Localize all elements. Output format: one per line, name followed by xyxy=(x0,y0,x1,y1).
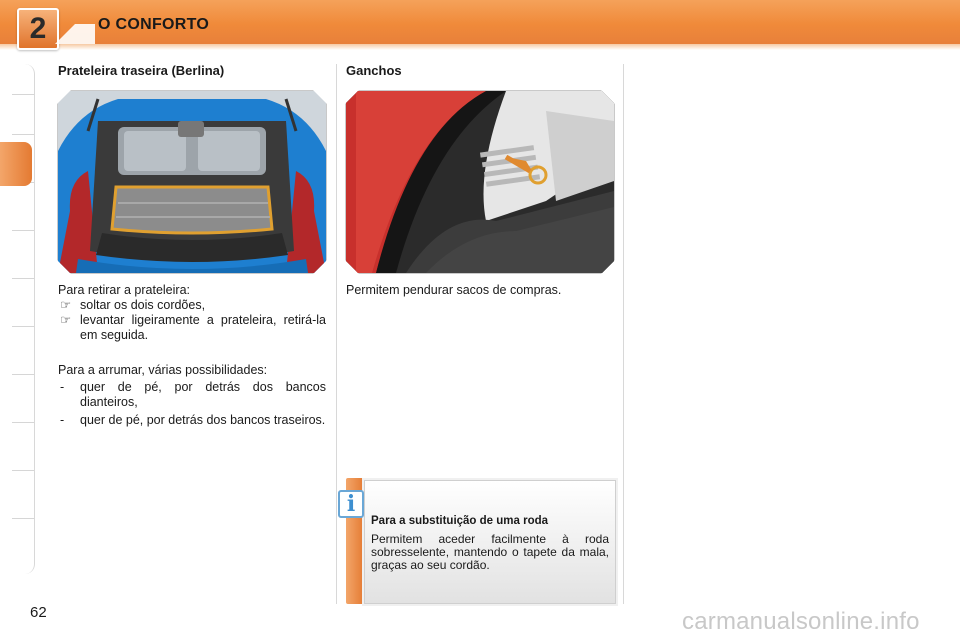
store-intro: Para a arrumar, várias possibilidades: xyxy=(58,363,268,377)
dash-bullet: - xyxy=(60,413,65,427)
list-item xyxy=(58,380,326,410)
boot-hook-drawing xyxy=(346,91,614,273)
info-text: Permitem aceder facilmente à roda sobresselente, mantendo o tapete da mala, graças ao seu cordão. xyxy=(371,532,609,572)
chapter-tab[interactable] xyxy=(17,8,59,50)
info-box xyxy=(364,480,616,604)
hand-pointer-icon: ☞ xyxy=(60,313,72,327)
remove-intro: Para retirar a prateleira: xyxy=(58,283,191,297)
hooks-illustration xyxy=(345,90,615,274)
thumb-index-divider xyxy=(12,326,34,327)
list-item xyxy=(58,413,326,428)
remove-instructions xyxy=(58,283,326,343)
thumb-index-divider xyxy=(12,134,34,135)
thumb-index-divider xyxy=(12,374,34,375)
thumb-index-active-tab[interactable] xyxy=(0,142,32,186)
section-title-hooks: Ganchos xyxy=(346,63,402,78)
header-notch-shape xyxy=(55,24,95,44)
remove-step-2: levantar ligeiramente a prateleira, retirá-la em seguida. xyxy=(80,313,326,342)
column-divider xyxy=(336,64,337,604)
thumb-index-divider xyxy=(12,94,34,95)
remove-step-1: soltar os dois cordões, xyxy=(80,298,206,312)
section-title-parcel-shelf: Prateleira traseira (Berlina) xyxy=(58,63,225,78)
hand-pointer-icon: ☞ xyxy=(60,298,72,312)
hooks-description: Permitem pendurar sacos de compras. xyxy=(346,283,562,297)
thumb-index-divider xyxy=(12,230,34,231)
header-fade xyxy=(0,44,960,50)
info-icon-glyph: i xyxy=(346,491,356,517)
info-title: Para a substituição de uma roda xyxy=(371,515,549,527)
store-option-2: quer de pé, por detrás dos bancos traseiros. xyxy=(80,413,326,427)
thumb-index-divider xyxy=(12,518,34,519)
chapter-number: 2 xyxy=(29,12,47,45)
column-divider xyxy=(623,64,624,604)
info-icon xyxy=(338,490,364,518)
thumb-index xyxy=(12,64,35,574)
watermark: carmanualsonline.info xyxy=(682,608,920,635)
parcel-shelf-illustration xyxy=(57,90,327,274)
dash-bullet: - xyxy=(60,380,65,394)
thumb-index-divider xyxy=(12,278,34,279)
thumb-index-divider xyxy=(12,470,34,471)
store-option-1: quer de pé, por detrás dos bancos dianteiros, xyxy=(80,380,326,409)
list-item xyxy=(58,298,326,313)
storage-options xyxy=(58,363,326,428)
chapter-title: O CONFORTO xyxy=(98,16,210,33)
page-number: 62 xyxy=(30,604,47,621)
thumb-index-divider xyxy=(12,422,34,423)
car-boot-drawing xyxy=(58,91,326,273)
list-item xyxy=(58,313,326,343)
